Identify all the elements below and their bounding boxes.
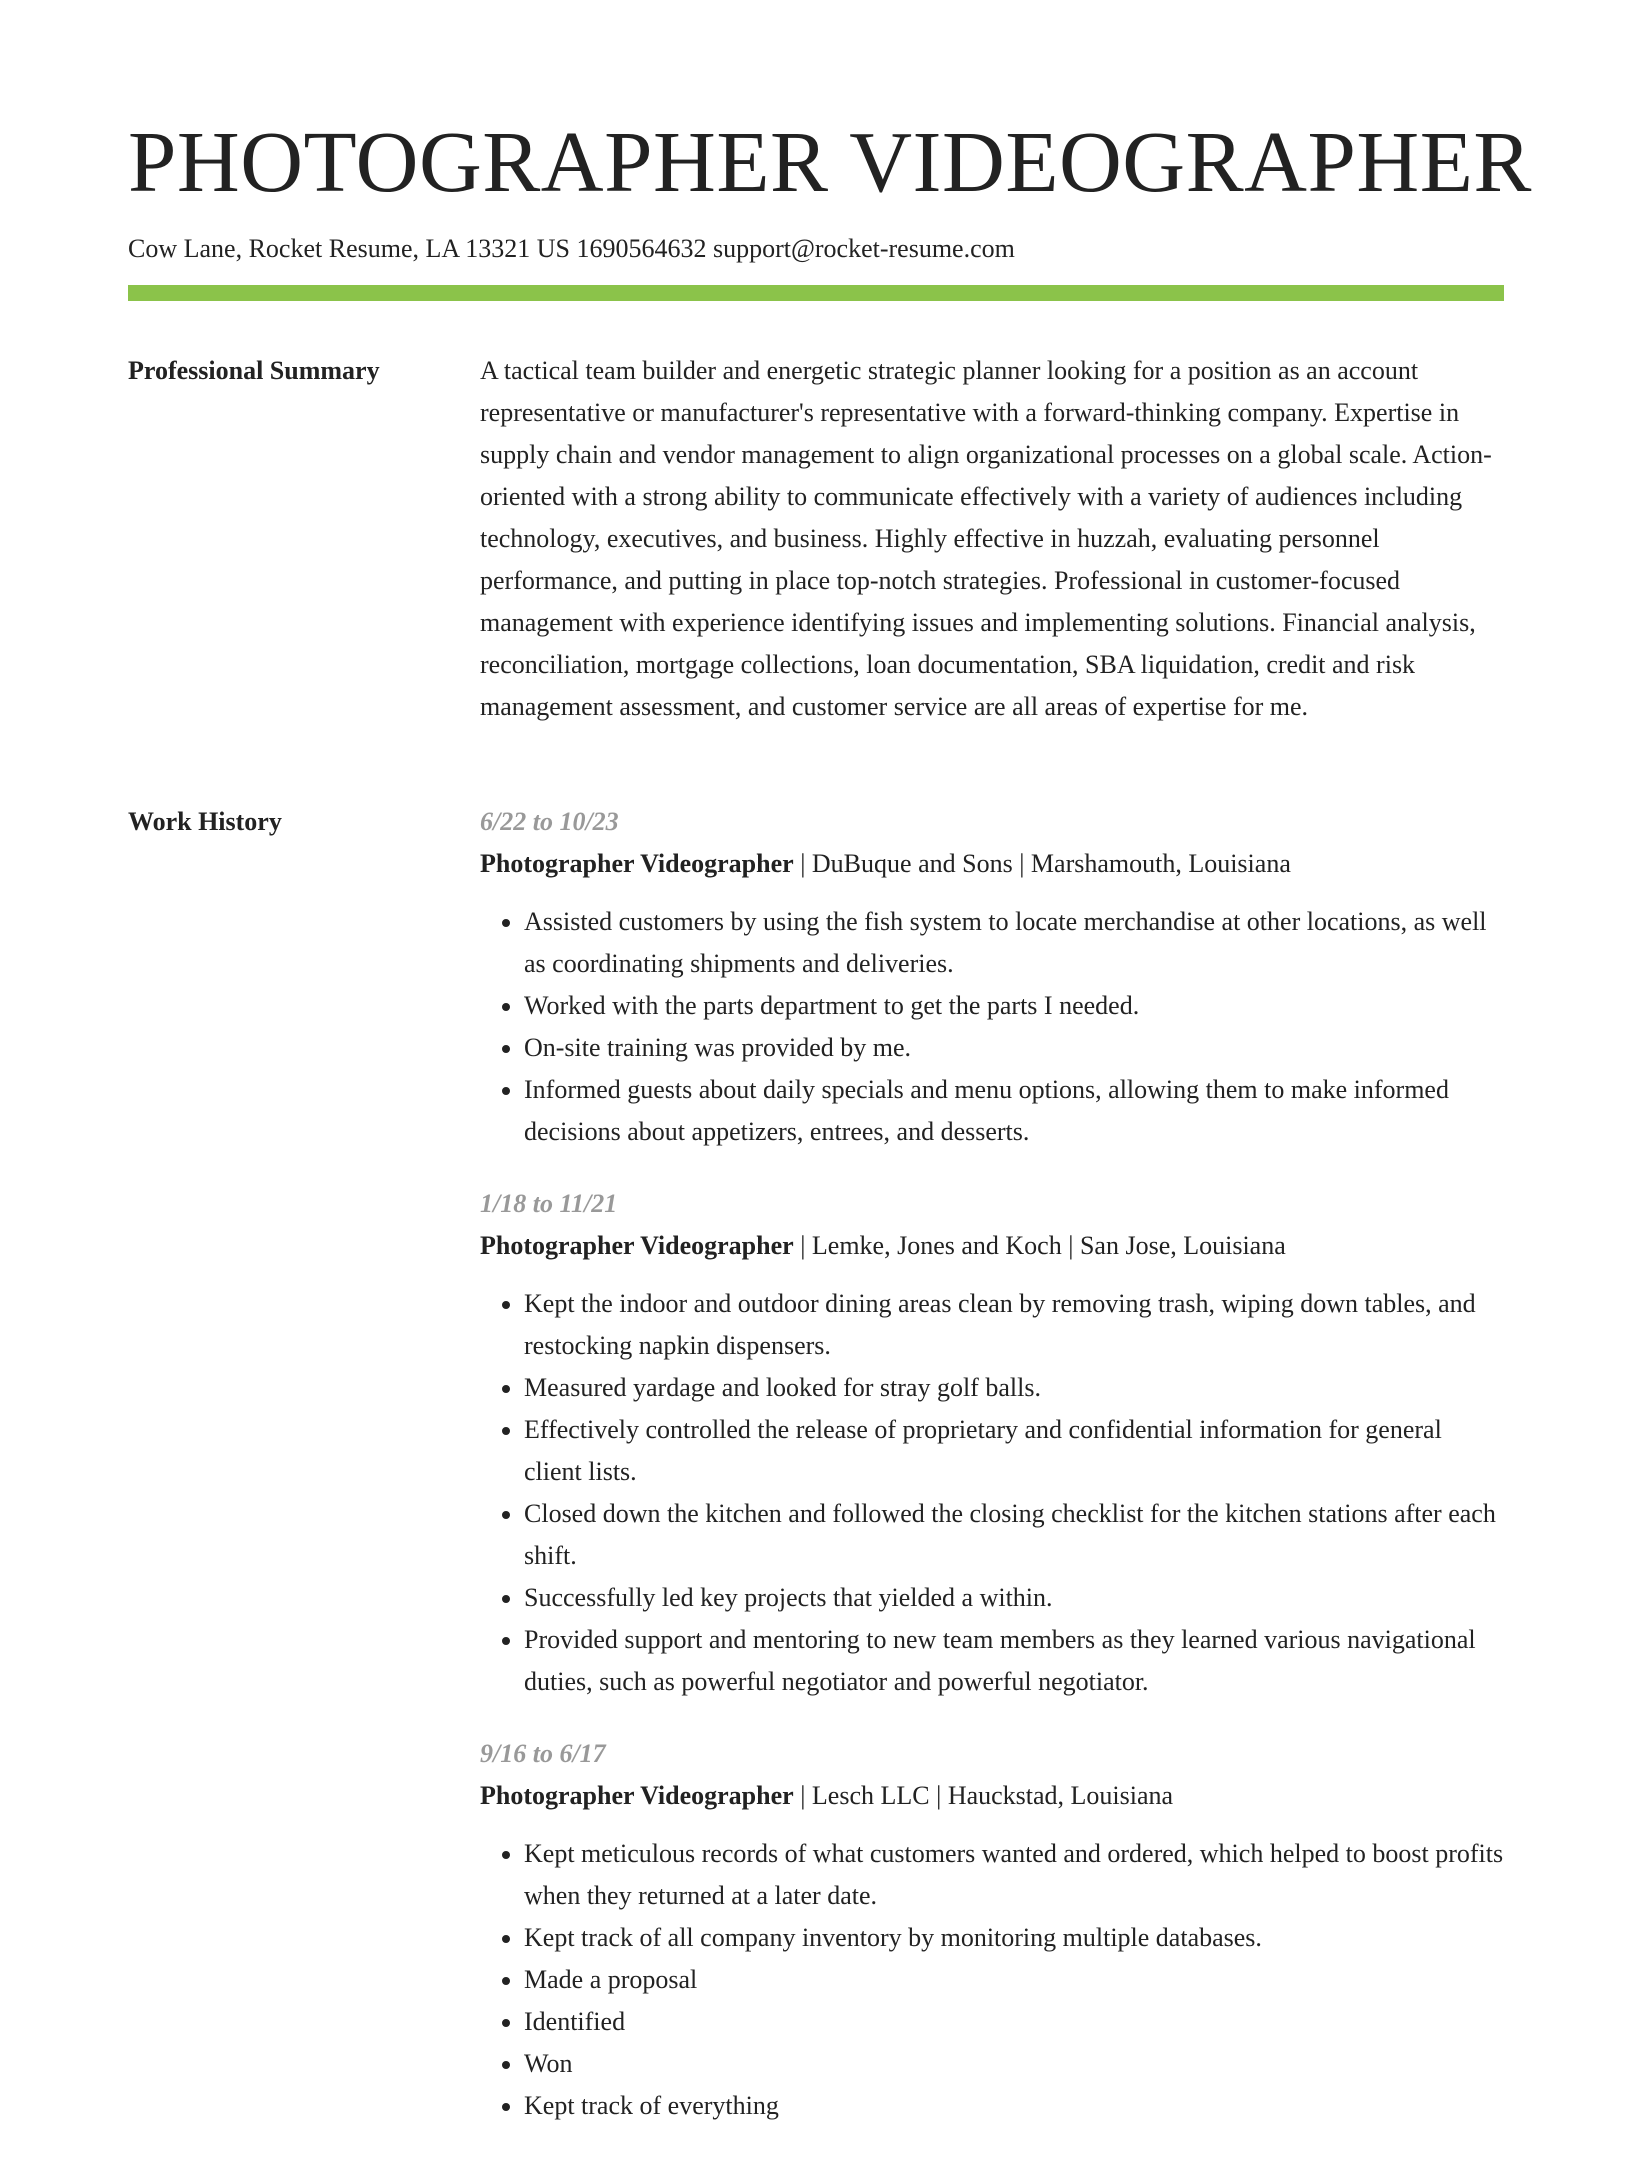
resume-name: PHOTOGRAPHER VIDEOGRAPHER [128, 113, 1532, 210]
job-company: DuBuque and Sons [811, 849, 1013, 878]
job-bullet-list [480, 1283, 1504, 1703]
accent-divider [128, 285, 1504, 301]
job-bullet: • Made a proposal [524, 1959, 1504, 2001]
summary-text: A tactical team builder and energetic strategic planner looking for a position as an account representative or manufacturer's representative with a forward-thinking company. Expertise in supply chain and vendor management to align organizational processes on a global scale. Action-oriented with a strong ability to communicate effectively with a variety of audiences including technology, executives, and business. Highly effective in huzzah, evaluating personnel performance, and putting in place top-notch strategies. Professional in customer-focused management with experience identifying issues and implementing solutions. Financial analysis, reconciliation, mortgage collections, loan documentation, SBA liquidation, credit and risk management assessment, and customer service are all areas of expertise for me. [480, 356, 1492, 721]
job-location: Marshamouth, Louisiana [1030, 849, 1291, 878]
job-bullet: • Measured yardage and looked for stray golf balls. [524, 1367, 1504, 1409]
summary-heading: Professional Summary [128, 356, 380, 385]
job-company: Lesch LLC [811, 1781, 930, 1810]
job-bullet: • Identified [524, 2001, 1504, 2043]
job-bullet: • Won [524, 2043, 1504, 2085]
job-separator: | [929, 1781, 948, 1810]
job-bullet: • Worked with the parts department to get the parts I needed. [524, 985, 1504, 1027]
job-list [480, 801, 1504, 2157]
job-title: Photographer Videographer [480, 1781, 794, 1810]
job-bullet-list [480, 1833, 1504, 2127]
job-heading-line [480, 1775, 1504, 1817]
job-dates: 6/22 to 10/23 [480, 807, 619, 836]
job-bullet: • Closed down the kitchen and followed the closing checklist for the kitchen stations after each shift. [524, 1493, 1504, 1577]
job-bullet: • On-site training was provided by me. [524, 1027, 1504, 1069]
job-location: San Jose, Louisiana [1079, 1231, 1286, 1260]
job-heading-line [480, 843, 1504, 885]
job-bullet: • Provided support and mentoring to new team members as they learned various navigational duties, such as powerful negotiator and powerful negotiator. [524, 1619, 1504, 1703]
job-separator: | [1061, 1231, 1080, 1260]
job-entry [480, 801, 1504, 1153]
job-separator: | [793, 1231, 812, 1260]
job-separator: | [1012, 849, 1031, 878]
job-dates: 9/16 to 6/17 [480, 1739, 606, 1768]
job-bullet-list [480, 901, 1504, 1153]
job-title: Photographer Videographer [480, 849, 794, 878]
job-bullet: • Kept track of everything [524, 2085, 1504, 2127]
job-location: Hauckstad, Louisiana [947, 1781, 1174, 1810]
job-bullet: • Kept meticulous records of what customers wanted and ordered, which helped to boost profits when they returned at a later date. [524, 1833, 1504, 1917]
job-bullet: • Successfully led key projects that yielded a within. [524, 1577, 1504, 1619]
job-bullet: • Effectively controlled the release of proprietary and confidential information for general client lists. [524, 1409, 1504, 1493]
job-separator: | [793, 1781, 812, 1810]
job-bullet: • Kept the indoor and outdoor dining areas clean by removing trash, wiping down tables, and restocking napkin dispensers. [524, 1283, 1504, 1367]
job-title: Photographer Videographer [480, 1231, 794, 1260]
job-heading-line [480, 1225, 1504, 1267]
job-bullet: • Informed guests about daily specials and menu options, allowing them to make informed decisions about appetizers, entrees, and desserts. [524, 1069, 1504, 1153]
job-separator: | [793, 849, 812, 878]
job-entry [480, 1733, 1504, 2127]
job-bullet: • Assisted customers by using the fish system to locate merchandise at other locations, as well as coordinating shipments and deliveries. [524, 901, 1504, 985]
job-entry [480, 1183, 1504, 1703]
job-dates: 1/18 to 11/21 [480, 1189, 618, 1218]
job-company: Lemke, Jones and Koch [811, 1231, 1062, 1260]
job-bullet: • Kept track of all company inventory by monitoring multiple databases. [524, 1917, 1504, 1959]
summary-body [480, 350, 1504, 728]
work-history-heading: Work History [128, 807, 282, 836]
contact-line: Cow Lane, Rocket Resume, LA 13321 US 1690564632 support@rocket-resume.com [128, 234, 1015, 263]
